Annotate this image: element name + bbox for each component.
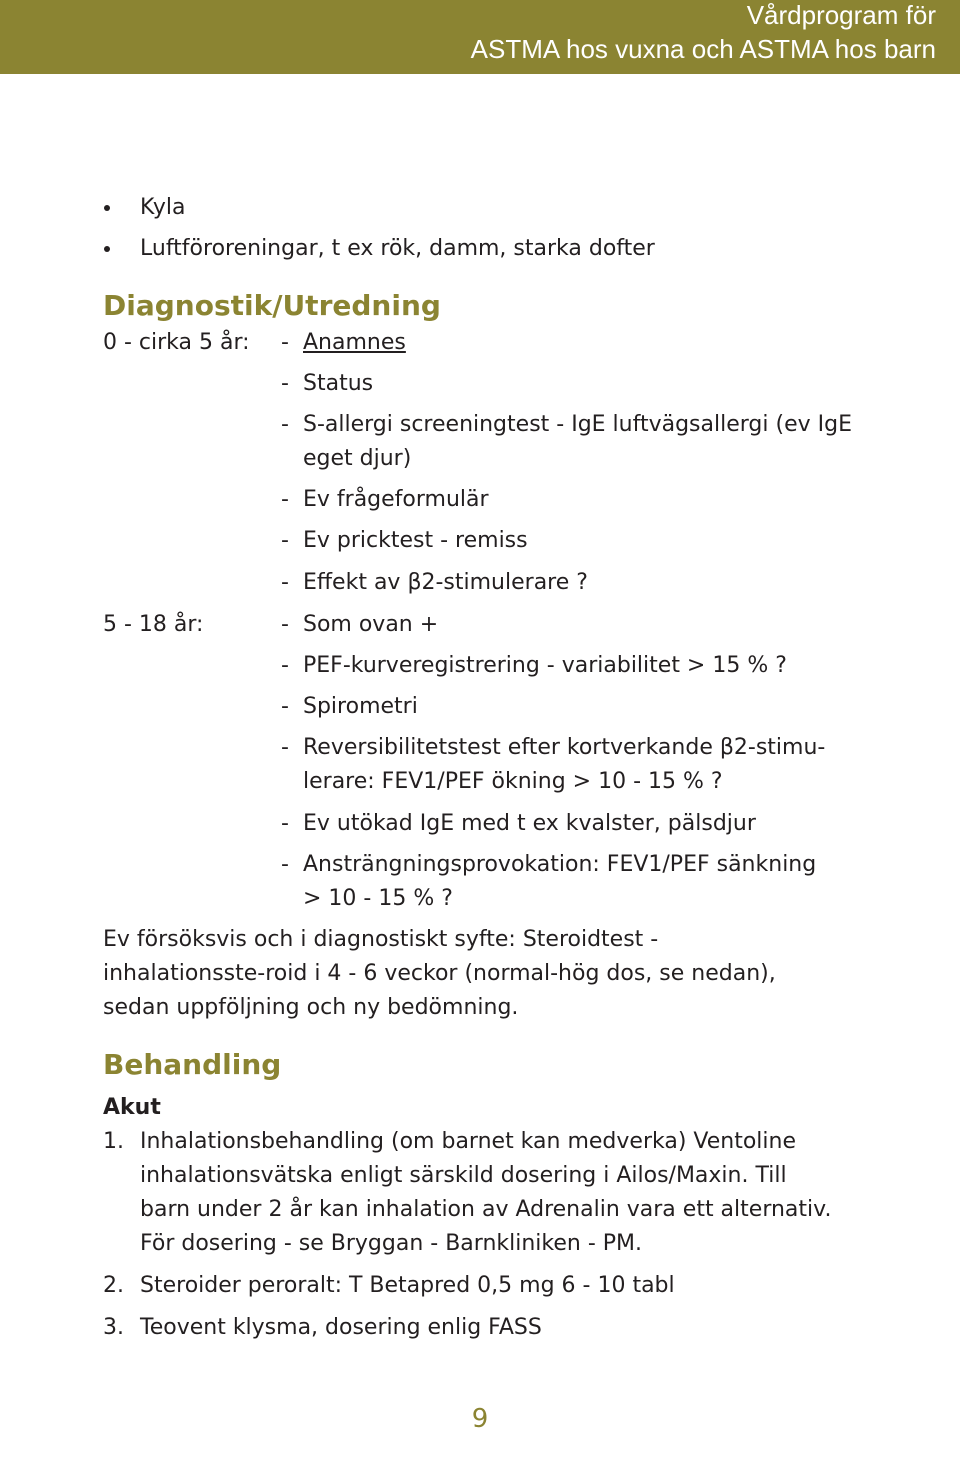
diagnostik-paragraph: Ev försöksvis och i diagnostiskt syfte: Steroidtest - inhalationsste-roid i 4 - 6 veckor (normal-hög dos, se nedan), sedan uppföljning och ny bedömning. (103, 927, 776, 1020)
dash: - (281, 570, 289, 595)
diag-item: Ansträngningsprovokation: FEV1/PEF sänkning (303, 852, 817, 877)
dash: - (281, 811, 289, 836)
diag-item: PEF-kurveregistrering - variabilitet > 15 % ? (303, 653, 787, 678)
list-number: 1. (103, 1129, 124, 1154)
page-header-banner (0, 0, 960, 74)
dash: - (281, 735, 289, 760)
list-item-text: Inhalationsbehandling (om barnet kan medverka) Ventoline inhalationsvätska enligt särskild dosering i Ailos/Maxin. Till barn under 2 år kan inhalation av Adrenalin vara ett alternativ. För dosering - se Bryggan - Barnkliniken - PM. (140, 1129, 832, 1256)
bullet-dot (104, 205, 110, 211)
subheading-akut: Akut (103, 1095, 161, 1120)
diag-item: Som ovan + (303, 612, 439, 637)
section-heading-behandling: Behandling (103, 1048, 282, 1081)
dash: - (281, 694, 289, 719)
diag-item: Status (303, 371, 374, 396)
dash: - (281, 528, 289, 553)
diag-item: Ev frågeformulär (303, 487, 489, 512)
dash: - (281, 412, 289, 437)
dash: - (281, 487, 289, 512)
age-label-0-5: 0 - cirka 5 år: (103, 330, 250, 355)
diag-item: Ev utökad IgE med t ex kvalster, pälsdjur (303, 811, 756, 836)
dash: - (281, 371, 289, 396)
list-number: 3. (103, 1315, 124, 1340)
header-line-1: Vårdprogram för (746, 0, 936, 30)
list-item-text: Teovent klysma, dosering enlig FASS (140, 1315, 542, 1340)
dash: - (281, 612, 289, 637)
dash: - (281, 330, 289, 355)
list-item-text: Steroider peroralt: T Betapred 0,5 mg 6 - 10 tabl (140, 1273, 675, 1298)
bullet-item: Kyla (140, 195, 186, 220)
diag-item: Ev pricktest - remiss (303, 528, 528, 553)
diag-item: S-allergi screeningtest - IgE luftvägsallergi (ev IgE (303, 412, 852, 437)
dash: - (281, 852, 289, 877)
diag-item: Spirometri (303, 694, 418, 719)
diag-item-cont: lerare: FEV1/PEF ökning > 10 - 15 % ? (303, 769, 723, 794)
diag-item-cont: > 10 - 15 % ? (303, 886, 453, 911)
dash: - (281, 653, 289, 678)
header-line-2: ASTMA hos vuxna och ASTMA hos barn (470, 34, 936, 64)
diag-item: Reversibilitetstest efter kortverkande β2-stimu- (303, 735, 826, 760)
bullet-item: Luftföroreningar, t ex rök, damm, starka dofter (140, 236, 655, 261)
section-heading-diagnostik: Diagnostik/Utredning (103, 289, 441, 322)
list-number: 2. (103, 1273, 124, 1298)
diag-item: Effekt av β2-stimulerare ? (303, 570, 588, 595)
age-label-5-18: 5 - 18 år: (103, 612, 204, 637)
diag-item-anamnes: Anamnes (303, 330, 406, 355)
diag-item-cont: eget djur) (303, 446, 412, 471)
page-number: 9 (471, 1404, 489, 1434)
bullet-dot (104, 246, 110, 252)
